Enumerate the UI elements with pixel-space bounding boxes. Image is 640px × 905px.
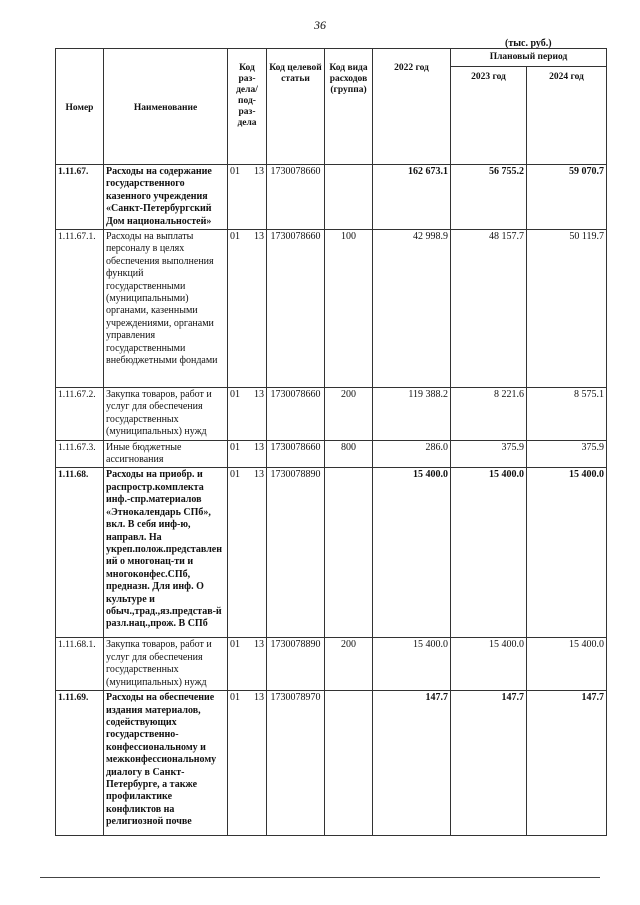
cell-section: 01 [228, 230, 246, 388]
cell-expense-code: 200 [325, 388, 373, 441]
cell-value-2024: 50 119.7 [527, 230, 607, 388]
header-planning-period: Плановый период [451, 49, 607, 67]
cell-target-code: 1730078660 [267, 388, 325, 441]
cell-expense-code: 800 [325, 440, 373, 468]
cell-value-2022: 42 998.9 [373, 230, 451, 388]
cell-value-2024: 59 070.7 [527, 165, 607, 230]
cell-value-2023: 8 221.6 [451, 388, 527, 441]
cell-value-2023: 56 755.2 [451, 165, 527, 230]
cell-subsection: 13 [246, 440, 267, 468]
cell-number: 1.11.67.3. [56, 440, 104, 468]
cell-target-code: 1730078970 [267, 691, 325, 836]
cell-subsection: 13 [246, 638, 267, 691]
cell-number: 1.11.67. [56, 165, 104, 230]
cell-section: 01 [228, 165, 246, 230]
table-row [56, 638, 607, 691]
cell-expense-code [325, 468, 373, 638]
cell-subsection: 13 [246, 230, 267, 388]
cell-section: 01 [228, 440, 246, 468]
header-expense-code: Код вида расходов (группа) [325, 49, 373, 165]
cell-subsection: 13 [246, 691, 267, 836]
header-name: Наименование [104, 49, 228, 165]
cell-name: Расходы на обеспечение издания материалов, содействующих государственно-конфессиональному и межконфессиональному диалогу в Санкт-Петербурге, а также профилактике конфликтов на религиозной почве [104, 691, 228, 836]
cell-value-2022: 162 673.1 [373, 165, 451, 230]
cell-section: 01 [228, 638, 246, 691]
cell-number: 1.11.67.1. [56, 230, 104, 388]
cell-value-2023: 375.9 [451, 440, 527, 468]
cell-value-2023: 15 400.0 [451, 468, 527, 638]
cell-name: Расходы на содержание государственного казенного учреждения «Санкт-Петербургский Дом национальностей» [104, 165, 228, 230]
cell-value-2022: 15 400.0 [373, 638, 451, 691]
header-year-2022: 2022 год [373, 49, 451, 165]
cell-value-2023: 48 157.7 [451, 230, 527, 388]
cell-name: Закупка товаров, работ и услуг для обеспечения государственных (муниципальных) нужд [104, 638, 228, 691]
table-row [56, 165, 607, 230]
header-number: Номер [56, 49, 104, 165]
table-row [56, 440, 607, 468]
table-row [56, 230, 607, 388]
cell-number: 1.11.69. [56, 691, 104, 836]
header-year-2024: 2024 год [527, 67, 607, 165]
cell-value-2024: 15 400.0 [527, 468, 607, 638]
cell-expense-code [325, 691, 373, 836]
cell-target-code: 1730078890 [267, 468, 325, 638]
cell-subsection: 13 [246, 165, 267, 230]
cell-target-code: 1730078660 [267, 230, 325, 388]
cell-value-2024: 375.9 [527, 440, 607, 468]
cell-name: Расходы на приобр. и распростр.комплекта инф.-спр.материалов «Этнокалендарь СПб», вкл. В себя инф-ю, направл. На укреп.полож.представлений о многонац-ти и многоконфес.СПб, предназн. Для инф. О культуре и обыч.,трад.,яз.представ-й разл.нац.,прож. В СПб [104, 468, 228, 638]
table-row [56, 388, 607, 441]
cell-value-2024: 15 400.0 [527, 638, 607, 691]
header-section-code: Код раз-дела/ под-раз-дела [228, 49, 267, 165]
table-row [56, 468, 607, 638]
cell-number: 1.11.67.2. [56, 388, 104, 441]
cell-value-2023: 15 400.0 [451, 638, 527, 691]
cell-expense-code [325, 165, 373, 230]
cell-target-code: 1730078890 [267, 638, 325, 691]
header-row-1 [56, 49, 607, 67]
cell-number: 1.11.68. [56, 468, 104, 638]
cell-value-2022: 286.0 [373, 440, 451, 468]
cell-value-2024: 8 575.1 [527, 388, 607, 441]
cell-value-2022: 119 388.2 [373, 388, 451, 441]
header-year-2023: 2023 год [451, 67, 527, 165]
table-row [56, 691, 607, 836]
cell-section: 01 [228, 388, 246, 441]
cell-target-code: 1730078660 [267, 165, 325, 230]
cell-value-2024: 147.7 [527, 691, 607, 836]
cell-target-code: 1730078660 [267, 440, 325, 468]
units-label: (тыс. руб.) [505, 38, 552, 49]
budget-table [55, 48, 607, 836]
cell-value-2022: 147.7 [373, 691, 451, 836]
cell-expense-code: 100 [325, 230, 373, 388]
cell-section: 01 [228, 691, 246, 836]
cell-name: Иные бюджетные ассигнования [104, 440, 228, 468]
header-target-code: Код целевой статьи [267, 49, 325, 165]
cell-expense-code: 200 [325, 638, 373, 691]
cell-subsection: 13 [246, 388, 267, 441]
cell-section: 01 [228, 468, 246, 638]
cell-name: Закупка товаров, работ и услуг для обеспечения государственных (муниципальных) нужд [104, 388, 228, 441]
cell-value-2022: 15 400.0 [373, 468, 451, 638]
page-number: 36 [314, 18, 326, 32]
bottom-rule [40, 877, 600, 878]
cell-name: Расходы на выплаты персоналу в целях обеспечения выполнения функций государственными (муниципальными) органами, казенными учреждениями, органами управления государственными внебюджетными фондами [104, 230, 228, 388]
cell-number: 1.11.68.1. [56, 638, 104, 691]
cell-value-2023: 147.7 [451, 691, 527, 836]
cell-subsection: 13 [246, 468, 267, 638]
